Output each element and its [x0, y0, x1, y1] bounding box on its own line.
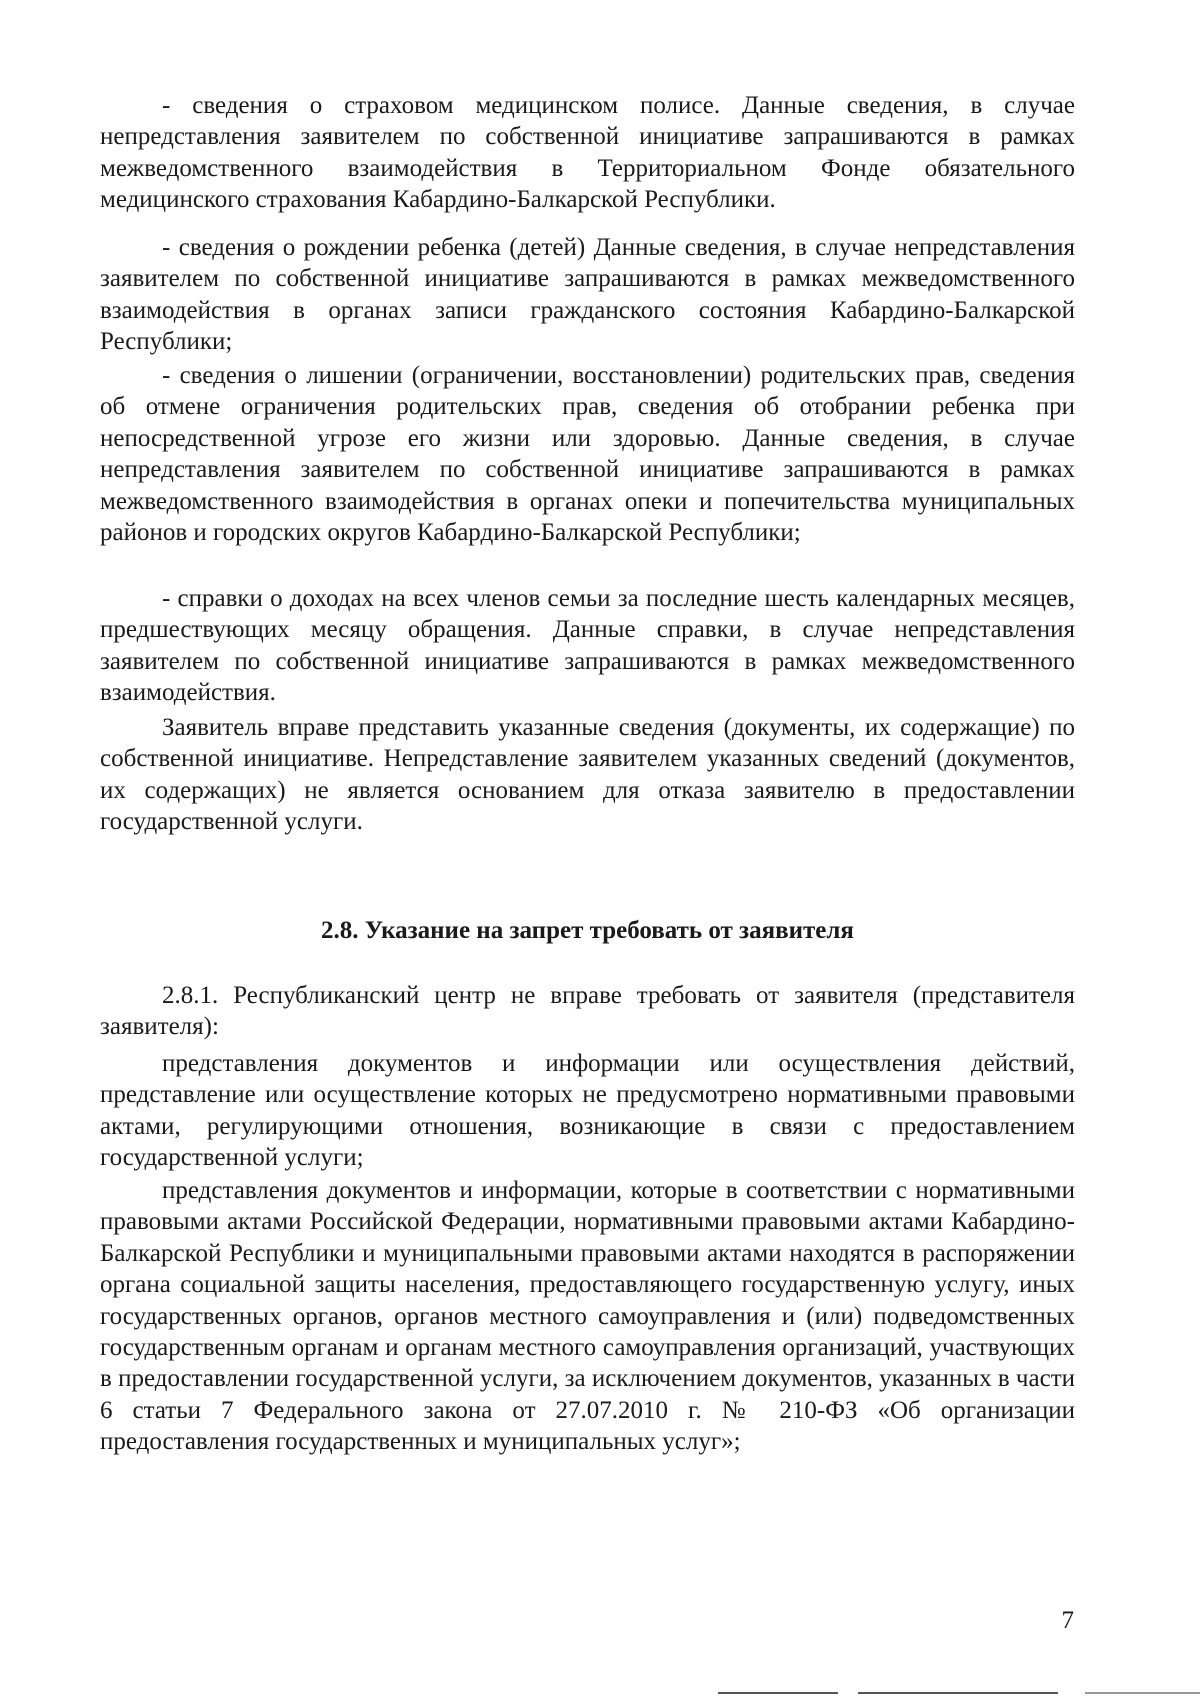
paragraph-parental-rights: - сведения о лишении (ограничении, восстановлении) родительских прав, сведения об отмене ограничения родительских прав, сведения об отобрании ребенка при непосредственной угрозе его жизни или здоровью. Данные сведения, в случае непредставления заявителем по собственной инициативе запрашиваются в рамках межведомственного взаимодействия в органах опеки и попечительства муниципальных районов и городских округов Кабардино-Балкарской Республики; — [100, 362, 1075, 547]
scan-edge-line — [858, 1692, 1058, 1694]
paragraph-income-certificates: - справки о доходах на всех членов семьи за последние шесть календарных месяцев, предшествующих месяцу обращения. Данные справки, в случае непредставления заявителем по собственной инициативе запрашиваются в рамках межведомственного взаимодействия. — [100, 585, 1075, 707]
paragraph-insurance-policy: - сведения о страховом медицинском полисе. Данные сведения, в случае непредставления заявителем по собственной инициативе запрашиваются в рамках межведомственного взаимодействия в Территориальном Фонде обязательного медицинского страхования Кабардино-Балкарской Республики. — [100, 92, 1075, 214]
paragraph-prohibition-documents: представления документов и информации, которые в соответствии с нормативными правовыми актами Российской Федерации, нормативными правовыми актами Кабардино-Балкарской Республики и муниципальными правовыми актами находятся в распоряжении органа социальной защиты населения, предоставляющего государственную услугу, иных государственных органов, органов местного самоуправления и (или) подведомственных государственным органам и органам местного самоуправления организаций, участвующих в предоставлении государственной услуги, за исключением документов, указанных в части 6 статьи 7 Федерального закона от 27.07.2010 г. № 210-ФЗ «Об организации предоставления государственных и муниципальных услуг»; — [100, 1177, 1075, 1456]
paragraph-prohibition-actions: представления документов и информации или осуществления действий, представление или осуществление которых не предусмотрено нормативными правовыми актами, регулирующими отношения, возникающие в связи с предоставлением государственной услуги; — [100, 1050, 1075, 1172]
scan-edge-line — [1085, 1692, 1200, 1694]
paragraph-birth-records: - сведения о рождении ребенка (детей) Данные сведения, в случае непредставления заявителем по собственной инициативе запрашиваются в рамках межведомственного взаимодействия в органах записи гражданского состояния Кабардино-Балкарской Республики; — [100, 234, 1075, 356]
section-heading: 2.8. Указание на запрет требовать от заявителя — [321, 917, 854, 944]
scan-edge-line — [718, 1692, 838, 1694]
page-number: 7 — [1061, 1607, 1074, 1634]
paragraph-2-8-1: 2.8.1. Республиканский центр не вправе требовать от заявителя (представителя заявителя): — [100, 982, 1075, 1041]
paragraph-applicant-right: Заявитель вправе представить указанные сведения (документы, их содержащие) по собственной инициативе. Непредставление заявителем указанных сведений (документов, их содержащих) не является основанием для отказа заявителю в предоставлении государственной услуги. — [100, 714, 1075, 836]
